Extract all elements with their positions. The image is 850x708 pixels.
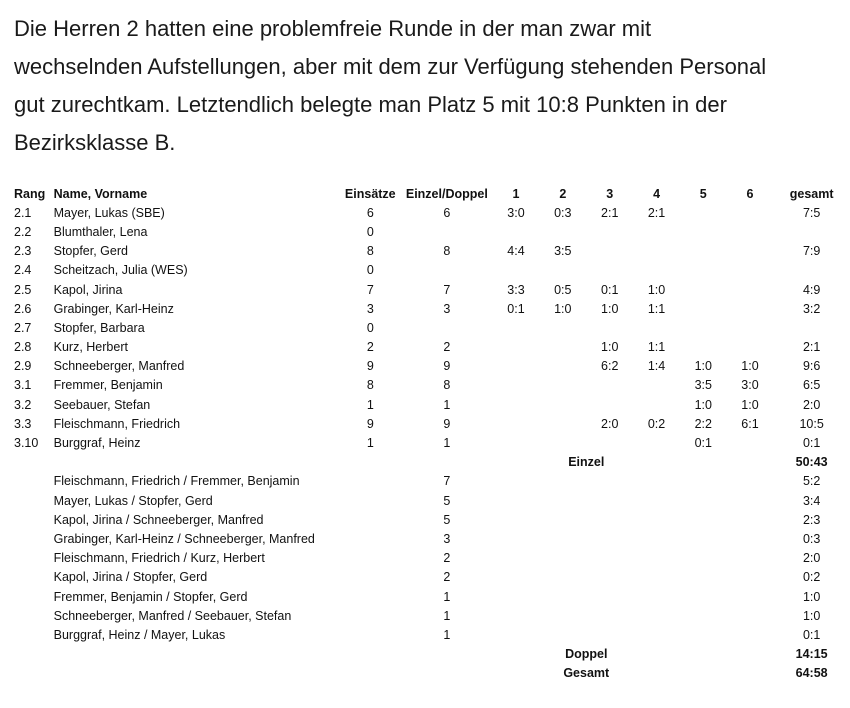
- player-round-5: 1:0: [694, 359, 712, 374]
- double-round-3: [586, 549, 633, 568]
- player-einsaetze: 6: [366, 205, 374, 220]
- player-round-6: 1:0: [741, 359, 759, 374]
- player-einzel-doppel: 1: [443, 436, 451, 451]
- player-rang: 2.6: [14, 301, 32, 316]
- double-round-5: [680, 491, 727, 510]
- double-pair-name: Burggraf, Heinz / Mayer, Lukas: [53, 627, 226, 642]
- player-round-1: [493, 357, 540, 376]
- double-rang-empty: [14, 606, 54, 625]
- player-rows: [14, 203, 850, 452]
- double-round-6: [727, 568, 774, 587]
- player-gesamt: 4:9: [802, 282, 821, 297]
- player-round-2: [539, 222, 586, 241]
- double-round-2: [539, 510, 586, 529]
- double-round-6: [727, 472, 774, 491]
- player-round-2: [539, 433, 586, 452]
- double-round-6: [727, 529, 774, 548]
- double-round-1: [493, 587, 540, 606]
- player-einsaetze: 1: [366, 397, 374, 412]
- player-round-6: [727, 261, 774, 280]
- double-round-5: [680, 568, 727, 587]
- gesamt-total-label: Gesamt: [563, 666, 610, 681]
- player-round-5: [680, 242, 727, 261]
- double-round-6: [727, 606, 774, 625]
- double-round-2: [539, 491, 586, 510]
- player-round-5: 2:2: [694, 416, 712, 431]
- player-round-6: [727, 280, 774, 299]
- player-name: Stopfer, Gerd: [53, 244, 128, 259]
- double-round-2: [539, 549, 586, 568]
- player-einsaetze: 9: [366, 416, 374, 431]
- player-einsaetze: 0: [366, 263, 374, 278]
- double-rang-empty: [14, 568, 54, 587]
- player-round-1: [493, 433, 540, 452]
- player-einsaetze: 1: [366, 436, 374, 451]
- double-pair-name: Mayer, Lukas / Stopfer, Gerd: [53, 493, 213, 508]
- player-round-4: 1:1: [647, 301, 666, 316]
- double-round-4: [633, 549, 680, 568]
- header-round-6: 6: [746, 186, 754, 201]
- einzel-total-value: 50:43: [795, 455, 828, 470]
- player-round-1: [493, 222, 540, 241]
- double-row: [14, 606, 850, 625]
- player-round-6: [727, 299, 774, 318]
- double-round-1: [493, 625, 540, 644]
- double-round-3: [586, 510, 633, 529]
- double-round-1: [493, 568, 540, 587]
- intro-line: wechselnden Aufstellungen, aber mit dem zur Verfügung stehenden Personal: [14, 54, 767, 79]
- double-einsaetze-empty: [340, 510, 402, 529]
- double-round-6: [727, 491, 774, 510]
- player-einsaetze: 0: [366, 320, 374, 335]
- header-round-5: 5: [699, 186, 707, 201]
- player-gesamt: 7:5: [802, 205, 821, 220]
- player-name: Stopfer, Barbara: [53, 320, 145, 335]
- double-gesamt: 0:3: [802, 531, 821, 546]
- double-round-3: [586, 472, 633, 491]
- player-round-4: [633, 395, 680, 414]
- player-round-3: 0:1: [601, 282, 619, 297]
- double-round-1: [493, 472, 540, 491]
- player-gesamt: 3:2: [802, 301, 821, 316]
- player-einsaetze: 3: [366, 301, 374, 316]
- double-gesamt: 0:2: [802, 570, 821, 585]
- player-round-3: [586, 318, 633, 337]
- double-rang-empty: [14, 529, 54, 548]
- header-round-1: 1: [512, 186, 520, 201]
- player-round-1: [493, 376, 540, 395]
- player-round-3: 2:0: [601, 416, 619, 431]
- player-einsaetze: 2: [366, 340, 374, 355]
- player-round-3: [586, 261, 633, 280]
- player-round-3: [586, 395, 633, 414]
- player-round-6: [727, 318, 774, 337]
- player-round-2: 1:0: [554, 301, 572, 316]
- player-round-4: 1:4: [647, 359, 666, 374]
- double-gesamt: 5:2: [802, 474, 821, 489]
- player-round-4: [633, 242, 680, 261]
- player-einzel-doppel: 2: [443, 340, 451, 355]
- double-round-3: [586, 625, 633, 644]
- player-einzel-doppel: 8: [443, 378, 451, 393]
- player-round-6: 1:0: [741, 397, 759, 412]
- header-name: Name, Vorname: [53, 186, 148, 201]
- double-einzel-doppel: 1: [443, 608, 451, 623]
- player-round-5: [680, 222, 727, 241]
- player-einzel-doppel: 7: [443, 282, 451, 297]
- double-row: [14, 587, 850, 606]
- double-gesamt: 0:1: [802, 627, 821, 642]
- double-einsaetze-empty: [340, 568, 402, 587]
- player-rang: 2.4: [14, 263, 32, 278]
- player-rang: 2.9: [14, 359, 32, 374]
- double-row: [14, 625, 850, 644]
- header-round-4: 4: [653, 186, 661, 201]
- player-einzel-doppel: [401, 222, 493, 241]
- double-gesamt: 3:4: [802, 493, 821, 508]
- player-row: [14, 318, 850, 337]
- header-einsaetze: Einsätze: [344, 186, 396, 201]
- player-einzel-doppel: [401, 318, 493, 337]
- player-round-6: 3:0: [741, 378, 759, 393]
- player-round-3: [586, 242, 633, 261]
- player-round-2: [539, 261, 586, 280]
- double-row: [14, 472, 850, 491]
- double-round-2: [539, 587, 586, 606]
- player-name: Blumthaler, Lena: [53, 224, 148, 239]
- double-round-5: [680, 510, 727, 529]
- double-round-4: [633, 625, 680, 644]
- double-einzel-doppel: 2: [443, 570, 451, 585]
- player-round-4: 1:1: [647, 340, 666, 355]
- player-round-3: 6:2: [601, 359, 619, 374]
- player-name: Scheitzach, Julia (WES): [53, 263, 188, 278]
- double-gesamt: 1:0: [802, 608, 821, 623]
- double-round-5: [680, 549, 727, 568]
- player-einzel-doppel: 9: [443, 359, 451, 374]
- double-round-2: [539, 606, 586, 625]
- double-round-1: [493, 549, 540, 568]
- double-round-2: [539, 625, 586, 644]
- player-gesamt: [773, 222, 850, 241]
- double-einzel-doppel: 5: [443, 512, 451, 527]
- player-name: Kapol, Jirina: [53, 282, 123, 297]
- player-round-2: [539, 357, 586, 376]
- double-pair-name: Schneeberger, Manfred / Seebauer, Stefan: [53, 608, 292, 623]
- player-round-5: 0:1: [694, 436, 712, 451]
- player-einsaetze: 7: [366, 282, 374, 297]
- header-round-3: 3: [606, 186, 614, 201]
- player-gesamt: [773, 261, 850, 280]
- player-name: Kurz, Herbert: [53, 340, 128, 355]
- player-rang: 2.5: [14, 282, 32, 297]
- double-row: [14, 529, 850, 548]
- double-round-1: [493, 529, 540, 548]
- player-round-3: 1:0: [601, 340, 619, 355]
- doppel-total-row: [14, 645, 850, 664]
- double-pair-name: Fleischmann, Friedrich / Kurz, Herbert: [53, 551, 265, 566]
- double-einzel-doppel: 7: [443, 474, 451, 489]
- player-gesamt: 10:5: [799, 416, 824, 431]
- player-row: [14, 414, 850, 433]
- player-row: [14, 203, 850, 222]
- double-row: [14, 510, 850, 529]
- double-einsaetze-empty: [340, 587, 402, 606]
- double-round-5: [680, 625, 727, 644]
- player-round-5: [680, 280, 727, 299]
- double-round-2: [539, 568, 586, 587]
- player-name: Grabinger, Karl-Heinz: [53, 301, 174, 316]
- player-round-4: [633, 222, 680, 241]
- player-gesamt: 2:0: [802, 397, 821, 412]
- player-round-1: [493, 395, 540, 414]
- einzel-total-section: [14, 453, 850, 472]
- player-rang: 2.8: [14, 340, 32, 355]
- player-round-2: 0:5: [554, 282, 572, 297]
- double-round-2: [539, 472, 586, 491]
- player-round-5: [680, 338, 727, 357]
- player-einzel-doppel: [401, 261, 493, 280]
- player-gesamt: [773, 318, 850, 337]
- double-einsaetze-empty: [340, 606, 402, 625]
- double-einzel-doppel: 1: [443, 589, 451, 604]
- double-round-2: [539, 529, 586, 548]
- player-round-6: [727, 338, 774, 357]
- player-row: [14, 261, 850, 280]
- double-einsaetze-empty: [340, 472, 402, 491]
- double-round-3: [586, 587, 633, 606]
- einzel-total-row: [14, 453, 850, 472]
- player-round-2: 3:5: [554, 244, 572, 259]
- player-round-4: [633, 261, 680, 280]
- player-round-4: 2:1: [647, 205, 666, 220]
- intro-text: [14, 10, 844, 162]
- double-row: [14, 549, 850, 568]
- double-rang-empty: [14, 491, 54, 510]
- double-einzel-doppel: 5: [443, 493, 451, 508]
- double-round-6: [727, 549, 774, 568]
- results-table: [14, 184, 850, 683]
- double-einsaetze-empty: [340, 625, 402, 644]
- player-einzel-doppel: 3: [443, 301, 451, 316]
- player-round-5: [680, 261, 727, 280]
- player-row: [14, 338, 850, 357]
- intro-line: Bezirksklasse B.: [14, 130, 176, 155]
- double-rang-empty: [14, 587, 54, 606]
- double-einsaetze-empty: [340, 529, 402, 548]
- double-round-3: [586, 529, 633, 548]
- player-round-1: 0:1: [507, 301, 525, 316]
- player-round-6: [727, 433, 774, 452]
- player-row: [14, 299, 850, 318]
- player-round-4: [633, 433, 680, 452]
- player-round-1: [493, 414, 540, 433]
- player-einzel-doppel: 9: [443, 416, 451, 431]
- double-gesamt: 2:3: [802, 512, 821, 527]
- player-rang: 3.1: [14, 378, 32, 393]
- double-round-4: [633, 529, 680, 548]
- double-round-1: [493, 606, 540, 625]
- player-rang: 3.2: [14, 397, 32, 412]
- player-einzel-doppel: 1: [443, 397, 451, 412]
- player-gesamt: 0:1: [802, 436, 821, 451]
- einzel-total-label: Einzel: [568, 455, 605, 470]
- player-round-1: 4:4: [507, 244, 525, 259]
- player-einsaetze: 0: [366, 224, 374, 239]
- double-rows: [14, 472, 850, 645]
- player-round-1: 3:0: [507, 205, 525, 220]
- double-einzel-doppel: 2: [443, 551, 451, 566]
- double-pair-name: Fleischmann, Friedrich / Fremmer, Benjamin: [53, 474, 300, 489]
- player-round-5: [680, 318, 727, 337]
- player-round-3: [586, 433, 633, 452]
- double-pair-name: Kapol, Jirina / Stopfer, Gerd: [53, 570, 208, 585]
- player-round-5: [680, 299, 727, 318]
- player-round-2: [539, 318, 586, 337]
- double-round-3: [586, 606, 633, 625]
- player-round-4: [633, 376, 680, 395]
- player-name: Fleischmann, Friedrich: [53, 416, 181, 431]
- player-round-4: 1:0: [647, 282, 666, 297]
- player-round-3: [586, 376, 633, 395]
- double-round-3: [586, 568, 633, 587]
- double-rang-empty: [14, 510, 54, 529]
- player-name: Mayer, Lukas (SBE): [53, 205, 165, 220]
- double-round-4: [633, 472, 680, 491]
- player-einzel-doppel: 8: [443, 244, 451, 259]
- double-pair-name: Kapol, Jirina / Schneeberger, Manfred: [53, 512, 264, 527]
- player-einsaetze: 8: [366, 378, 374, 393]
- double-round-4: [633, 587, 680, 606]
- player-round-6: [727, 222, 774, 241]
- player-round-5: 3:5: [694, 378, 712, 393]
- player-einsaetze: 8: [366, 244, 374, 259]
- player-round-1: [493, 261, 540, 280]
- player-gesamt: 6:5: [802, 378, 821, 393]
- player-rang: 2.7: [14, 320, 32, 335]
- player-name: Schneeberger, Manfred: [53, 359, 185, 374]
- player-gesamt: 2:1: [802, 340, 821, 355]
- double-round-1: [493, 510, 540, 529]
- player-gesamt: 7:9: [802, 244, 821, 259]
- player-einsaetze: 9: [366, 359, 374, 374]
- double-pair-name: Grabinger, Karl-Heinz / Schneeberger, Manfred: [53, 531, 315, 546]
- double-gesamt: 2:0: [802, 551, 821, 566]
- intro-line: gut zurechtkam. Letztendlich belegte man Platz 5 mit 10:8 Punkten in der: [14, 92, 727, 117]
- player-row: [14, 433, 850, 452]
- player-round-1: 3:3: [507, 282, 525, 297]
- player-round-2: [539, 395, 586, 414]
- double-pair-name: Fremmer, Benjamin / Stopfer, Gerd: [53, 589, 248, 604]
- player-row: [14, 376, 850, 395]
- player-round-1: [493, 338, 540, 357]
- double-row: [14, 491, 850, 510]
- player-round-3: 1:0: [601, 301, 619, 316]
- player-einzel-doppel: 6: [443, 205, 451, 220]
- player-round-4: 0:2: [647, 416, 666, 431]
- player-round-6: [727, 242, 774, 261]
- double-round-4: [633, 606, 680, 625]
- player-name: Seebauer, Stefan: [53, 397, 151, 412]
- player-gesamt: 9:6: [802, 359, 821, 374]
- player-row: [14, 222, 850, 241]
- header-rang: Rang: [14, 186, 46, 201]
- double-round-6: [727, 510, 774, 529]
- player-round-2: [539, 338, 586, 357]
- player-round-6: [727, 203, 774, 222]
- double-rang-empty: [14, 472, 54, 491]
- player-rang: 3.3: [14, 416, 32, 431]
- player-round-2: 0:3: [554, 205, 572, 220]
- double-round-5: [680, 587, 727, 606]
- player-name: Burggraf, Heinz: [53, 436, 141, 451]
- player-round-5: 1:0: [694, 397, 712, 412]
- header-einzel-doppel: Einzel/Doppel: [405, 186, 488, 201]
- player-row: [14, 242, 850, 261]
- player-round-1: [493, 318, 540, 337]
- double-round-3: [586, 491, 633, 510]
- totals-section: [14, 645, 850, 683]
- doppel-total-label: Doppel: [565, 647, 608, 662]
- player-round-6: 6:1: [741, 416, 759, 431]
- double-einzel-doppel: 1: [443, 627, 451, 642]
- double-round-1: [493, 491, 540, 510]
- double-row: [14, 568, 850, 587]
- player-rang: 2.2: [14, 224, 32, 239]
- player-rang: 2.1: [14, 205, 32, 220]
- double-rang-empty: [14, 625, 54, 644]
- gesamt-total-row: [14, 664, 850, 683]
- double-round-4: [633, 510, 680, 529]
- double-gesamt: 1:0: [802, 589, 821, 604]
- player-row: [14, 280, 850, 299]
- player-round-2: [539, 376, 586, 395]
- doppel-total-value: 14:15: [795, 647, 828, 662]
- player-round-3: [586, 222, 633, 241]
- player-round-5: [680, 203, 727, 222]
- double-einsaetze-empty: [340, 491, 402, 510]
- player-rang: 3.10: [14, 436, 39, 451]
- player-row: [14, 357, 850, 376]
- header-row: [14, 184, 850, 203]
- header-gesamt: gesamt: [789, 186, 834, 201]
- header-round-2: 2: [559, 186, 567, 201]
- player-rang: 2.3: [14, 244, 32, 259]
- double-rang-empty: [14, 549, 54, 568]
- double-round-5: [680, 472, 727, 491]
- player-round-4: [633, 318, 680, 337]
- double-round-6: [727, 625, 774, 644]
- gesamt-total-value: 64:58: [795, 666, 828, 681]
- double-round-5: [680, 529, 727, 548]
- double-einsaetze-empty: [340, 549, 402, 568]
- double-round-4: [633, 568, 680, 587]
- double-round-5: [680, 606, 727, 625]
- player-round-2: [539, 414, 586, 433]
- intro-line: Die Herren 2 hatten eine problemfreie Runde in der man zwar mit: [14, 16, 652, 41]
- double-round-6: [727, 587, 774, 606]
- player-name: Fremmer, Benjamin: [53, 378, 163, 393]
- player-row: [14, 395, 850, 414]
- double-round-4: [633, 491, 680, 510]
- double-einzel-doppel: 3: [443, 531, 451, 546]
- player-round-3: 2:1: [601, 205, 619, 220]
